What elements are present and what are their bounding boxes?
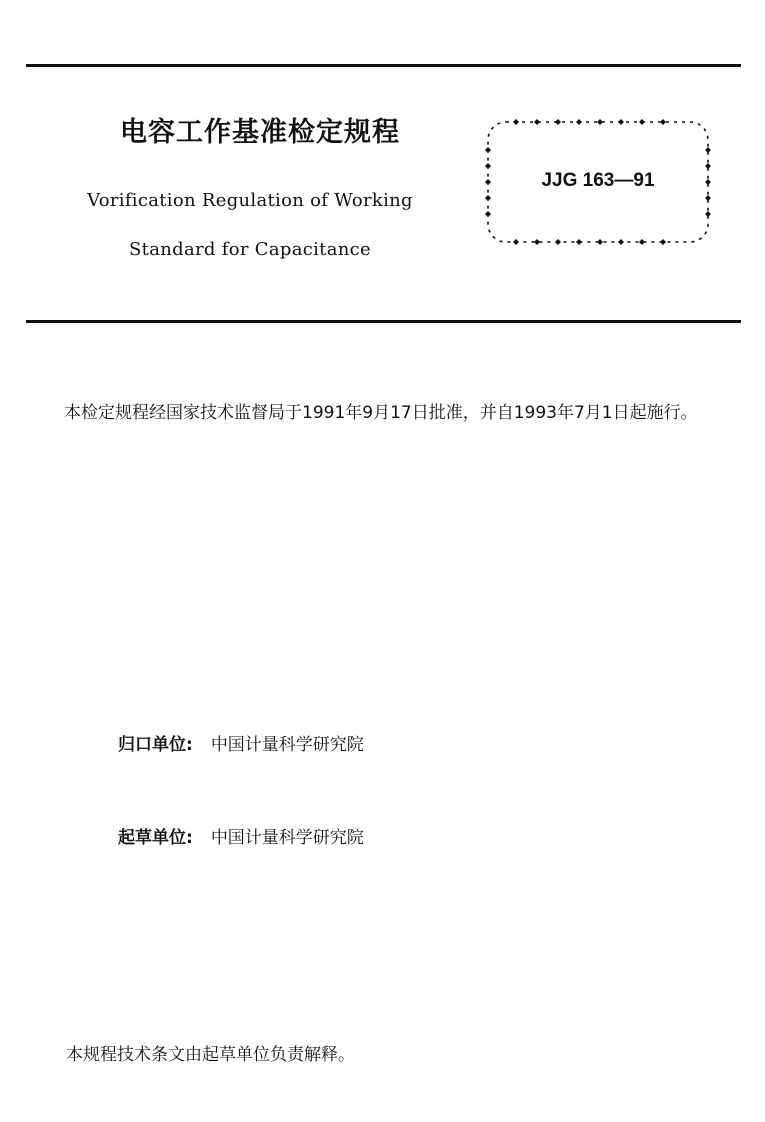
document-title-cn: 电容工作基准检定规程 xyxy=(120,117,400,148)
drafting-unit-row xyxy=(118,823,364,848)
standard-code: JJG 163—91 xyxy=(541,170,655,191)
responsible-unit-label: 归口单位: xyxy=(118,735,193,755)
document-title-en-line1: Vorification Regulation of Working xyxy=(87,190,413,211)
interpretation-note: 本规程技术条文由起草单位负责解释。 xyxy=(66,1045,355,1065)
document-title-en-line2: Standard for Capacitance xyxy=(129,239,371,260)
drafting-unit-label: 起草单位: xyxy=(118,828,193,848)
top-rule xyxy=(26,64,741,67)
drafting-unit-value: 中国计量科学研究院 xyxy=(210,828,364,848)
approval-paragraph: 本检定规程经国家技术监督局于1991年9月17日批准，并自1993年7月1日起施行。 xyxy=(64,403,698,423)
responsible-unit-value: 中国计量科学研究院 xyxy=(210,735,364,755)
responsible-unit-row xyxy=(118,730,364,755)
standard-code-box xyxy=(482,114,714,250)
bottom-rule xyxy=(26,320,741,323)
